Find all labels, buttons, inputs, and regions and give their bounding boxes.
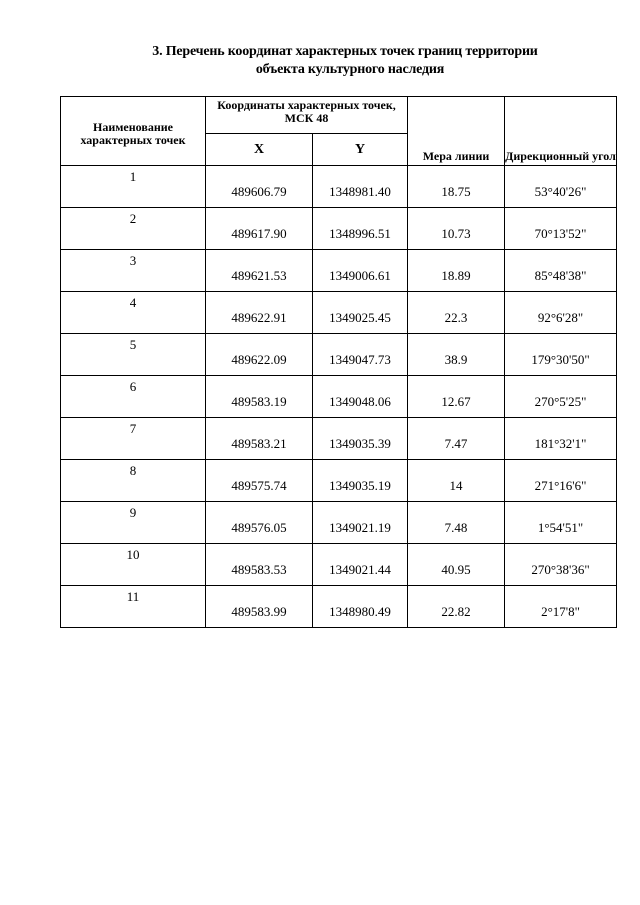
table-row bbox=[61, 418, 617, 460]
table-row bbox=[61, 334, 617, 376]
direction-angle-cell: 70°13'52" bbox=[505, 208, 617, 250]
direction-angle-cell: 181°32'1" bbox=[505, 418, 617, 460]
header-y: Y bbox=[313, 133, 408, 165]
x-coordinate-cell: 489576.05 bbox=[206, 502, 313, 544]
y-coordinate-cell: 1348981.40 bbox=[313, 166, 408, 208]
direction-angle-cell: 2°17'8" bbox=[505, 586, 617, 628]
point-number-cell: 9 bbox=[61, 502, 206, 544]
direction-angle-cell: 85°48'38" bbox=[505, 250, 617, 292]
direction-angle-cell: 1°54'51" bbox=[505, 502, 617, 544]
direction-angle-cell: 92°6'28" bbox=[505, 292, 617, 334]
line-measure-cell: 10.73 bbox=[408, 208, 505, 250]
table-body bbox=[61, 166, 617, 628]
x-coordinate-cell: 489622.91 bbox=[206, 292, 313, 334]
header-line-measure: Мера линии bbox=[408, 97, 505, 166]
x-coordinate-cell: 489622.09 bbox=[206, 334, 313, 376]
point-number-cell: 6 bbox=[61, 376, 206, 418]
x-coordinate-cell: 489583.19 bbox=[206, 376, 313, 418]
line-measure-cell: 14 bbox=[408, 460, 505, 502]
point-number-cell: 10 bbox=[61, 544, 206, 586]
point-number-cell: 7 bbox=[61, 418, 206, 460]
point-number-cell: 1 bbox=[61, 166, 206, 208]
header-direction-angle: Дирекционный угол bbox=[505, 97, 617, 166]
x-coordinate-cell: 489617.90 bbox=[206, 208, 313, 250]
x-coordinate-cell: 489583.99 bbox=[206, 586, 313, 628]
y-coordinate-cell: 1349047.73 bbox=[313, 334, 408, 376]
line-measure-cell: 40.95 bbox=[408, 544, 505, 586]
line-measure-cell: 18.89 bbox=[408, 250, 505, 292]
y-coordinate-cell: 1349025.45 bbox=[313, 292, 408, 334]
header-coordinates: Координаты характерных точек, МСК 48 bbox=[206, 97, 408, 134]
y-coordinate-cell: 1349021.44 bbox=[313, 544, 408, 586]
table-row bbox=[61, 250, 617, 292]
y-coordinate-cell: 1349035.39 bbox=[313, 418, 408, 460]
point-number-cell: 4 bbox=[61, 292, 206, 334]
x-coordinate-cell: 489583.21 bbox=[206, 418, 313, 460]
coordinates-table bbox=[60, 96, 617, 628]
table-row bbox=[61, 166, 617, 208]
line-measure-cell: 12.67 bbox=[408, 376, 505, 418]
point-number-cell: 11 bbox=[61, 586, 206, 628]
y-coordinate-cell: 1348980.49 bbox=[313, 586, 408, 628]
y-coordinate-cell: 1349035.19 bbox=[313, 460, 408, 502]
y-coordinate-cell: 1349006.61 bbox=[313, 250, 408, 292]
document-title bbox=[60, 43, 630, 79]
direction-angle-cell: 270°38'36" bbox=[505, 544, 617, 586]
line-measure-cell: 18.75 bbox=[408, 166, 505, 208]
line-measure-cell: 7.47 bbox=[408, 418, 505, 460]
point-number-cell: 5 bbox=[61, 334, 206, 376]
line-measure-cell: 38.9 bbox=[408, 334, 505, 376]
line-measure-cell: 22.3 bbox=[408, 292, 505, 334]
header-point-name: Наименование характерных точек bbox=[61, 97, 206, 166]
table-row bbox=[61, 292, 617, 334]
point-number-cell: 2 bbox=[61, 208, 206, 250]
direction-angle-cell: 271°16'6" bbox=[505, 460, 617, 502]
table-row bbox=[61, 502, 617, 544]
point-number-cell: 8 bbox=[61, 460, 206, 502]
title-line-2: объекта культурного наследия bbox=[255, 62, 445, 77]
y-coordinate-cell: 1349048.06 bbox=[313, 376, 408, 418]
point-number-cell: 3 bbox=[61, 250, 206, 292]
y-coordinate-cell: 1349021.19 bbox=[313, 502, 408, 544]
header-x: X bbox=[206, 133, 313, 165]
line-measure-cell: 7.48 bbox=[408, 502, 505, 544]
y-coordinate-cell: 1348996.51 bbox=[313, 208, 408, 250]
x-coordinate-cell: 489575.74 bbox=[206, 460, 313, 502]
direction-angle-cell: 53°40'26" bbox=[505, 166, 617, 208]
table-row bbox=[61, 586, 617, 628]
table-row bbox=[61, 460, 617, 502]
table-row bbox=[61, 544, 617, 586]
line-measure-cell: 22.82 bbox=[408, 586, 505, 628]
direction-angle-cell: 179°30'50" bbox=[505, 334, 617, 376]
x-coordinate-cell: 489606.79 bbox=[206, 166, 313, 208]
direction-angle-cell: 270°5'25" bbox=[505, 376, 617, 418]
title-line-1: 3. Перечень координат характерных точек границ территории bbox=[152, 44, 538, 59]
table-row bbox=[61, 208, 617, 250]
x-coordinate-cell: 489583.53 bbox=[206, 544, 313, 586]
table-row bbox=[61, 376, 617, 418]
x-coordinate-cell: 489621.53 bbox=[206, 250, 313, 292]
